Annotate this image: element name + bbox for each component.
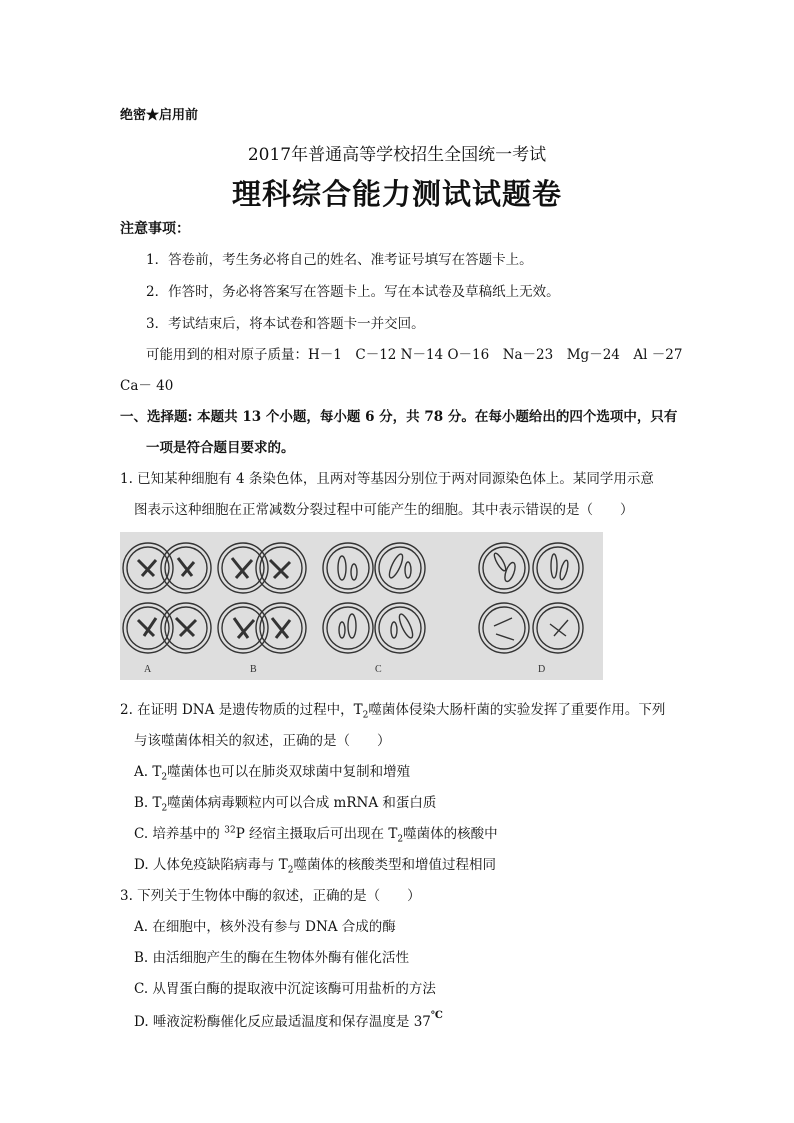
- q2-b-post: 噬菌体病毒颗粒内可以合成 mRNA 和蛋白质: [167, 795, 437, 811]
- section-heading: 一、选择题: 本题共 13 个小题，每小题 6 分，共 78 分。在每小题给出的四个选项中，只有: [120, 409, 678, 425]
- question-2-stem-pre: 2. 在证明 DNA 是遗传物质的过程中，T: [120, 702, 363, 718]
- notice-item-3: 3．考试结束后，将本试卷和答题卡一并交回。: [146, 316, 425, 332]
- question-2-stem-post: 噬菌体侵染大肠杆菌的实验发挥了重要作用。下列: [368, 702, 666, 718]
- question-1-stem-cont: 图表示这种细胞在正常减数分裂过程中可能产生的细胞。其中表示错误的是（ ）: [134, 502, 634, 518]
- figure-label-c: C: [375, 664, 382, 675]
- q2-c-sup: 32: [224, 825, 236, 836]
- figure-label-d: D: [538, 664, 546, 675]
- question-3-stem: 3. 下列关于生物体中酶的叙述，正确的是（ ）: [120, 888, 421, 904]
- question-2-stem-sub: 2: [362, 710, 369, 721]
- q3-d-text: D. 唾液淀粉酶催化反应最适温度和保存温度是 37: [134, 1014, 431, 1030]
- cell-group-a: [123, 543, 211, 653]
- confidential-seal: 绝密★启用前: [120, 108, 199, 123]
- question-3-option-d: [134, 1010, 443, 1030]
- figure-label-b: B: [250, 664, 257, 675]
- q3-d-unit: ℃: [430, 1009, 443, 1021]
- q2-c-post: 噬菌体的核酸中: [403, 826, 498, 842]
- figure-label-a: A: [144, 664, 152, 675]
- question-1-stem: 1. 已知某种细胞有 4 条染色体，且两对等基因分别位于两对同源染色体上。某同学用示意: [120, 471, 654, 487]
- notice-heading: 注意事项：: [120, 221, 190, 237]
- q2-d-pre: D. 人体免疫缺陷病毒与 T: [134, 857, 288, 873]
- q2-d-post: 噬菌体的核酸类型和增值过程相同: [293, 857, 496, 873]
- meiosis-cells-figure: [120, 532, 603, 680]
- q2-b-sub: 2: [161, 803, 168, 814]
- question-2-stem-cont: 与该噬菌体相关的叙述，正确的是（ ）: [134, 733, 391, 749]
- q2-c-mid: P 经宿主摄取后可出现在 T: [235, 826, 398, 842]
- q2-a-sub: 2: [161, 772, 168, 783]
- question-2-option-a: [134, 760, 410, 783]
- section-heading-cont: 一项是符合题目要求的。: [146, 440, 295, 456]
- cell-group-d: [479, 543, 583, 653]
- notice-item-2: 2．作答时，务必将答案写在答题卡上。写在本试卷及草稿纸上无效。: [146, 284, 560, 300]
- q2-c-sub: 2: [397, 834, 404, 845]
- exam-title: 2017年普通高等学校招生全国统一考试: [247, 145, 547, 165]
- q2-a-pre: A. T: [134, 764, 162, 780]
- question-3-option-b: B. 由活细胞产生的酶在生物体外酶有催化活性: [134, 950, 410, 966]
- question-2-option-b: [134, 791, 436, 814]
- question-3-option-a: A. 在细胞中，核外没有参与 DNA 合成的酶: [134, 919, 396, 935]
- question-2-stem: [120, 698, 665, 721]
- q2-b-pre: B. T: [134, 795, 162, 811]
- q2-d-sub: 2: [287, 865, 294, 876]
- atomic-mass-line-cont: Ca－ 40: [120, 378, 174, 394]
- cell-group-b: [218, 543, 306, 653]
- cell-group-c: [323, 543, 425, 653]
- question-2-option-d: [134, 853, 496, 876]
- question-2-option-c: [134, 822, 498, 845]
- notice-item-1: 1．答卷前，考生务必将自己的姓名、准考证号填写在答题卡上。: [146, 252, 533, 268]
- atomic-mass-line: 可能用到的相对原子质量：H－1 C－12 N－14 O－16 Na－23 Mg－24 Al －27: [146, 347, 683, 363]
- q2-c-pre: C. 培养基中的: [134, 826, 225, 842]
- q2-a-post: 噬菌体也可以在肺炎双球菌中复制和增殖: [167, 764, 411, 780]
- paper-title: 理科综合能力测试试题卷: [231, 177, 562, 211]
- question-3-option-c: C. 从胃蛋白酶的提取液中沉淀该酶可用盐析的方法: [134, 981, 436, 997]
